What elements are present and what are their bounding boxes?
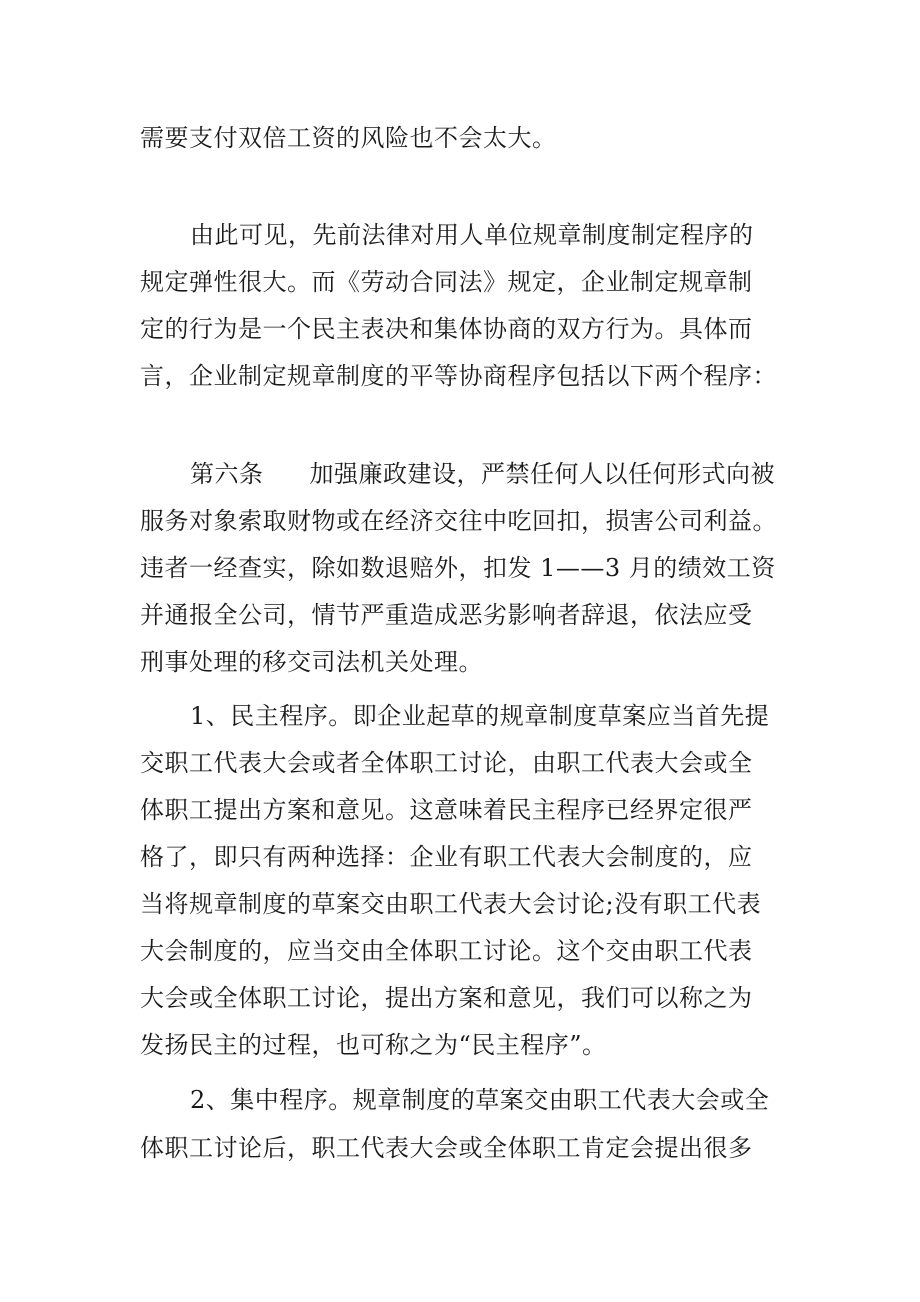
text-line: 并通报全公司，情节严重造成恶劣影响者辞退，依法应受: [140, 601, 753, 629]
text-line: 需要支付双倍工资的风险也不会太大。: [140, 124, 557, 152]
text-line: 当将规章制度的草案交由职工代表大会讨论;没有职工代表: [140, 890, 762, 918]
text-line: 由此可见，先前法律对用人单位规章制度制定程序的: [190, 221, 754, 249]
text-line: 2、集中程序。规章制度的草案交由职工代表大会或全: [190, 1086, 770, 1114]
text-line: 大会或全体职工讨论，提出方案和意见，我们可以称之为: [140, 984, 753, 1012]
text-line: 交职工代表大会或者全体职工讨论，由职工代表大会或全: [140, 749, 753, 777]
article-number: 第六条: [190, 460, 264, 488]
text-line: 大会制度的，应当交由全体职工讨论。这个交由职工代表: [140, 937, 753, 965]
text-line: 发扬民主的过程，也可称之为“民主程序”。: [140, 1031, 607, 1059]
text-line: 定的行为是一个民主表决和集体协商的双方行为。具体而: [140, 315, 753, 343]
text-line: 1、民主程序。即企业起草的规章制度草案应当首先提: [190, 702, 770, 730]
text-line: 服务对象索取财物或在经济交往中吃回扣，损害公司利益。: [140, 507, 777, 535]
text-line: 言，企业制定规章制度的平等协商程序包括以下两个程序：: [140, 362, 777, 390]
text-line: 格了，即只有两种选择：企业有职工代表大会制度的，应: [140, 843, 753, 871]
text-line: 规定弹性很大。而《劳动合同法》规定，企业制定规章制: [140, 268, 753, 296]
article-line: [190, 459, 775, 489]
text-line: 体职工讨论后，职工代表大会或全体职工肯定会提出很多: [140, 1134, 753, 1162]
text-line: 体职工提出方案和意见。这意味着民主程序已经界定很严: [140, 796, 753, 824]
text-line: 刑事处理的移交司法机关处理。: [140, 648, 483, 676]
text-line: 违者一经查实，除如数退赔外，扣发 1——3 月的绩效工资: [140, 554, 776, 582]
article-text: 加强廉政建设，严禁任何人以任何形式向被: [309, 460, 775, 488]
